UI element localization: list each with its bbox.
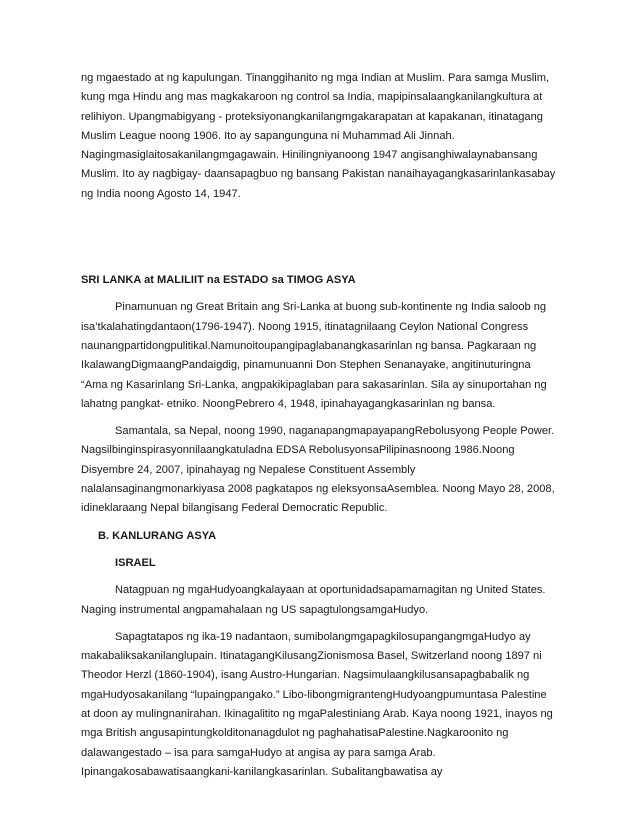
- paragraph-india-muslim-league: [81, 69, 566, 204]
- text-line: “Ama ng Kasarinlang Sri-Lanka, angpakikipaglaban para sakasarinlan. Sila ay sinuportahan ng: [81, 378, 547, 391]
- text-line: mga British angusapintungkolditonanagdulot ng paghahatisaPalestine.Nagkaroonito ng: [81, 727, 509, 740]
- text-line: Theodor Herzl (1860-1904), isang Austro-Hungarian. Nagsimulaangkilusansapagbabalik ng: [81, 669, 530, 682]
- text-line: Ipinangakosabawatisaangkani-kanilangkasarinlan. Subalitangbawatisa ay: [81, 765, 443, 778]
- text-line: kung mga Hindu ang mas magkakaroon ng control sa India, mapipinsalaangkanilangkultura at: [81, 91, 543, 104]
- text-line: idineklaraang Nepal bilangisang Federal Democratic Republic.: [81, 502, 388, 515]
- text-line: ng mgaestado at ng kapulungan. Tinanggihanito ng mga Indian at Muslim. Para samga Muslim,: [81, 72, 550, 84]
- text-line: makabaliksakanilanglupain. ItinatagangKilusangZionismosa Basel, Switzerland noong 1897 ni: [81, 650, 542, 663]
- text-line: Muslim League noong 1906. Ito ay sapangunguna ni Muhammad Ali Jinnah.: [81, 129, 455, 142]
- text-line: Naging instrumental angpamahalaan ng US sapagtulongsamgaHudyo.: [81, 603, 429, 616]
- text-line: Natagpuan ng mgaHudyoangkalayaan at oportunidadsapamamagitan ng United States.: [115, 584, 546, 597]
- text-line: Pinamunuan ng Great Britain ang Sri-Lanka at buong sub-kontinente ng India saloob ng: [115, 301, 547, 314]
- text-line: lahatng pangkat- etniko. NoongPebrero 4, 1948, ipinahayagangkasarinlan ng bansa.: [81, 397, 496, 410]
- text-line: Nagsilbinginspirasyonnilaangkatuladna EDSA RebolusyonsaPilipinasnoong 1986.Noong: [81, 444, 515, 457]
- paragraph-zionism: [81, 628, 566, 782]
- text-line: relihiyon. Upangmabigyang - proteksiyonangkanilangmgakarapatan at kapakanan, itinatagang: [81, 110, 543, 123]
- text-line: mgaHudyosakanilang “lupaingpangako.” Libo-libongmigrantengHudyoangpumuntasa Palestine: [81, 688, 547, 701]
- text-line: nalalansaginangmonarkiyasa 2008 pagkatapos ng eleksyonsaAsemblea. Noong Mayo 28, 2008,: [81, 483, 555, 496]
- text-line: ng India noong Agosto 14, 1947.: [81, 187, 241, 200]
- text-line: isa’tkalahatingdantaon(1796-1947). Noong 1915, itinatagnilaang Ceylon National Congress: [81, 320, 529, 333]
- text-line: Sapagtatapos ng ika-19 nadantaon, sumibolangmgapagkilosupangangmgaHudyo ay: [115, 630, 531, 643]
- text-line: Samantala, sa Nepal, noong 1990, naganapangmapayapangRebolusyong People Power.: [115, 425, 555, 438]
- text-line: Nagingmasiglaitosakanilangmgagawain. Hinilingniyanoong 1947 angisanghiwalaynabansang: [81, 149, 538, 162]
- paragraph-israel-us: [81, 581, 566, 620]
- paragraph-sri-lanka: [81, 298, 566, 414]
- section-heading-sri-lanka: SRI LANKA at MALILIIT na ESTADO sa TIMOG ASYA: [81, 274, 356, 287]
- text-line: IkalawangDigmaangPandaigdig, pinamunuanni Don Stephen Senanayake, angitinuturingna: [81, 359, 531, 372]
- text-line: naunangpartidongpulitikal.Namunoitoupangipaglabanangkasarinlan ng bansa. Pagkaraan ng: [81, 339, 537, 352]
- section-heading-kanlurang-asya: B. KANLURANG ASYA: [98, 529, 217, 542]
- text-line: at doon ay mulingnanirahan. Ikinagalitito ng mgaPalestiniang Arab. Kaya noong 1921, inayos ng: [81, 708, 553, 721]
- text-line: Disyembre 24, 2007, ipinahayag ng Nepalese Constituent Assembly: [81, 463, 416, 476]
- text-line: Muslim. Ito ay nagbigay- daansapagbuo ng bansang Pakistan nanaihayagangkasarinlankasabay: [81, 168, 556, 181]
- text-line: dalawangestado – isa para samgaHudyo at angisa ay para samga Arab.: [81, 746, 436, 759]
- subsection-heading-israel: ISRAEL: [115, 556, 156, 569]
- paragraph-nepal: [81, 422, 566, 518]
